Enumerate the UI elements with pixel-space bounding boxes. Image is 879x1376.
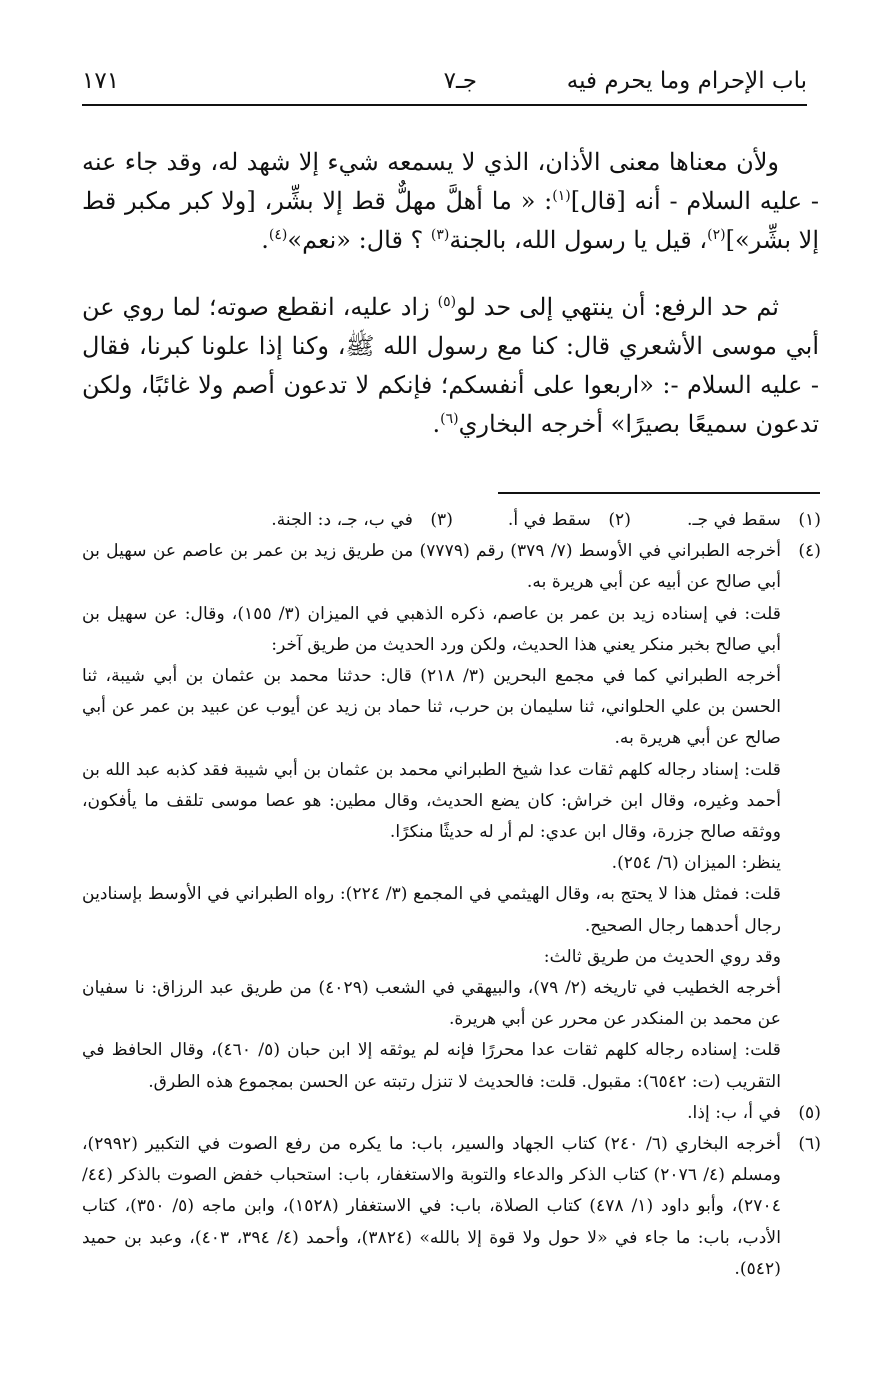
footnote-body bbox=[82, 536, 781, 1098]
page-number: ١٧١ bbox=[82, 68, 120, 94]
volume-label: جـ٧ bbox=[443, 68, 477, 94]
footnote-text: في أ، ب: إذا. bbox=[687, 1102, 781, 1123]
body-paragraph-2 bbox=[82, 288, 819, 444]
footnote-number: (٦) bbox=[798, 1134, 821, 1155]
footnote-6 bbox=[82, 1129, 821, 1285]
footnote-number: (٢) bbox=[608, 510, 631, 530]
body-text-segment: زاد عليه، انقطع صوته؛ لما روي عن أبي موسى الأشعري قال: كنا مع رسول الله ﷺ، وكنا إذا علونا كبرنا، فقال - عليه السلام -: «اربعوا على أنفسكم؛ فإنكم لا تدعون أصم ولا غائبًا، ولكن تدعون سميعًا بصيرًا» أخرجه البخاري bbox=[82, 293, 820, 438]
footnote-number: (٤) bbox=[798, 541, 821, 562]
body-text-segment: ولأن معناها معنى الأذان، الذي لا يسمعه شيء إلا شهد له، وقد جاء عنه - عليه السلام - أنه [قال] bbox=[82, 148, 819, 215]
footnote-paragraph: قلت: في إسناده زيد بن عمر بن عاصم، ذكره الذهبي في الميزان (٣/ ١٥٥)، وقال: عن سهيل بن أبي صالح بخبر منكر يعني هذا الحديث، ولكن ورد الحديث من طريق آخر: bbox=[82, 603, 781, 655]
footnote-ref: (٢) bbox=[707, 227, 726, 243]
body-text-segment: ثم حد الرفع: أن ينتهي إلى حد لو bbox=[456, 293, 779, 321]
footnote-number: (٣) bbox=[430, 510, 453, 530]
footnote-ref: (٦) bbox=[440, 411, 459, 427]
footnote-text: أخرجه البخاري (٦/ ٢٤٠) كتاب الجهاد والسير، باب: ما يكره من رفع الصوت في التكبير (٢٩٩٢)، ومسلم (٤/ ٢٠٧٦) كتاب الذكر والدعاء والتوبة والاستغفار، باب: استحباب خفض الصوت بالذكر (٤٤/ ٢٧٠٤)، وأبو داود (١/ ٤٧٨) كتاب الصلاة، باب: في الاستغفار (١٥٢٨)، وابن ماجه (٥/ ٣٥٠)، كتاب الأدب، باب: ما جاء في «لا حول ولا قوة إلا بالله» (٣٨٢٤)، وأحمد (٤/ ٣٩٤، ٤٠٣)، وعبد بن حميد (٥٤٢). bbox=[82, 1134, 782, 1279]
footnotes bbox=[82, 505, 821, 1285]
footnote-text: سقط في أ. bbox=[507, 510, 591, 530]
footnote-paragraph: أخرجه الطبراني كما في مجمع البحرين (٣/ ٢١٨) قال: حدثنا محمد بن عثمان بن أبي شيبة، ثنا الحسن بن علي الحلواني، ثنا سليمان بن حرب، ثنا حماد بن زيد عن أيوب عن عبيد بن عمر عن أبي صالح عن أبي هريرة به. bbox=[82, 666, 781, 749]
footnote-5 bbox=[82, 1098, 821, 1129]
footnote-text: في ب، جـ، د: الجنة. bbox=[271, 510, 413, 530]
chapter-title: باب الإحرام وما يحرم فيه bbox=[566, 68, 807, 94]
body-text-segment: : « ما أهلَّ مهلٌّ قط إلا بشِّر، [ولا كبر مكبر قط إلا بشِّر»] bbox=[82, 187, 819, 254]
footnote-number: (١) bbox=[798, 510, 821, 530]
body-text-segment: . bbox=[261, 226, 269, 254]
footnote-divider bbox=[498, 492, 820, 494]
footnote-paragraph: أخرجه الطبراني في الأوسط (٧/ ٣٧٩) رقم (٧٧٧٩) من طريق زيد بن عمر بن عاصم عن سهيل بن أبي صالح عن أبيه عن أبي هريرة به. bbox=[82, 541, 781, 593]
footnote-1 bbox=[631, 505, 821, 536]
footnote-ref: (١) bbox=[552, 188, 571, 204]
footnote-row-short bbox=[82, 505, 821, 536]
footnote-paragraph: قلت: فمثل هذا لا يحتج به، وقال الهيثمي في المجمع (٣/ ٢٢٤): رواه الطبراني في الأوسط بإسنادين رجال أحدهما رجال الصحيح. bbox=[82, 884, 781, 936]
footnote-paragraph: ينظر: الميزان (٦/ ٢٥٤). bbox=[611, 853, 781, 874]
body-text-segment: ، قيل يا رسول الله، بالجنة bbox=[449, 226, 708, 254]
footnote-paragraph: أخرجه الخطيب في تاريخه (٢/ ٧٩)، والبيهقي في الشعب (٤٠٢٩) من طريق عبد الرزاق: نا سفيان عن محمد بن المنكدر عن محرر عن أبي هريرة. bbox=[82, 978, 781, 1030]
footnote-ref: (٤) bbox=[268, 227, 288, 243]
footnote-ref: (٣) bbox=[430, 227, 450, 243]
footnote-paragraph: وقد روي الحديث من طريق ثالث: bbox=[543, 946, 781, 967]
body-paragraph-1 bbox=[82, 143, 819, 260]
footnote-paragraph: قلت: إسناد رجاله كلهم ثقات عدا شيخ الطبراني محمد بن عثمان بن أبي شيبة فقد كذبه عبد الله بن أحمد وغيره، وقال ابن خراش: كان يضع الحديث، وقال مطين: هو عصا موسى تلقف ما يأفكون، ووثقه صالح جزرة، وقال ابن عدي: لم أر له حديثًا منكرًا. bbox=[82, 759, 781, 843]
footnote-text: سقط في جـ. bbox=[686, 510, 781, 530]
footnote-4 bbox=[82, 536, 821, 1098]
body-text-segment: ؟ قال: «نعم» bbox=[287, 226, 431, 254]
body-text-segment: . bbox=[432, 410, 441, 438]
footnote-ref: (٥) bbox=[437, 294, 457, 310]
footnote-2 bbox=[453, 505, 631, 536]
running-header bbox=[82, 64, 807, 106]
footnote-3 bbox=[271, 505, 453, 536]
footnote-number: (٥) bbox=[798, 1102, 821, 1123]
footnote-paragraph: قلت: إسناده رجاله كلهم ثقات عدا محررًا فإنه لم يوثقه إلا ابن حبان (٥/ ٤٦٠)، وقال الحافظ في التقريب (ت: ٦٥٤٢): مقبول. قلت: فالحديث لا تنزل رتبته عن الحسن بمجموع هذه الطرق. bbox=[82, 1040, 781, 1092]
